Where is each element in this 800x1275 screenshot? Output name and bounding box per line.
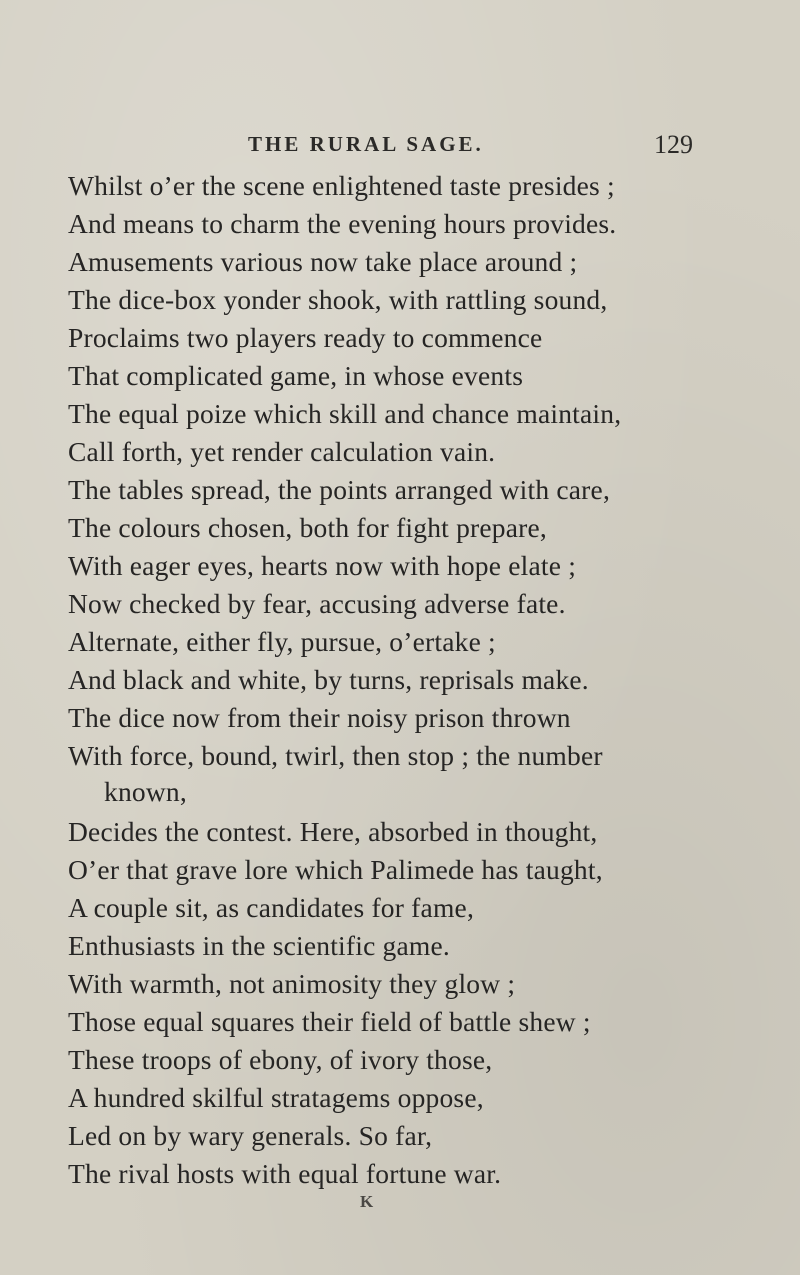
verse-line: Those equal squares their field of battle shew ; [68, 1006, 591, 1037]
verse-line: Whilst o’er the scene enlightened taste presides ; [68, 170, 615, 201]
verse-line: Call forth, yet render calculation vain. [68, 436, 496, 467]
verse-line: With warmth, not animosity they glow ; [68, 968, 516, 999]
verse-line: Led on by wary generals. So far, [68, 1120, 433, 1151]
verse-line: And black and white, by turns, reprisals make. [68, 664, 589, 695]
verse-line: The colours chosen, both for fight prepare, [68, 512, 548, 543]
verse-line: With eager eyes, hearts now with hope elate ; [68, 550, 577, 581]
verse-line: A hundred skilful stratagems oppose, [68, 1082, 484, 1113]
verse-line: The equal poize which skill and chance maintain, [68, 398, 622, 429]
page-number: 129 [654, 130, 693, 159]
verse-line: Decides the contest. Here, absorbed in thought, [68, 816, 598, 847]
verse-line: The dice-box yonder shook, with rattling sound, [68, 284, 608, 315]
verse-line: A couple sit, as candidates for fame, [68, 892, 475, 923]
verse-line: And means to charm the evening hours provides. [68, 208, 617, 239]
verse-line: Enthusiasts in the scientific game. [68, 930, 450, 961]
verse-line: The tables spread, the points arranged with care, [68, 474, 611, 505]
signature-mark: K [360, 1192, 376, 1211]
page-header [0, 128, 800, 168]
verse-line: O’er that grave lore which Palimede has taught, [68, 854, 603, 885]
verse-line: Proclaims two players ready to commence [68, 322, 543, 353]
verse-line: With force, bound, twirl, then stop ; the number [68, 740, 603, 771]
verse-line: These troops of ebony, of ivory those, [68, 1044, 493, 1075]
verse-line: The rival hosts with equal fortune war. [68, 1158, 502, 1189]
running-head: THE RURAL SAGE. [248, 132, 484, 156]
verse-line: Alternate, either fly, pursue, o’ertake ; [68, 626, 496, 657]
verse-line: That complicated game, in whose events [68, 360, 524, 391]
verse-line: The dice now from their noisy prison thrown [68, 702, 571, 733]
verse-line-continuation: known, [104, 776, 187, 807]
verse-line: Now checked by fear, accusing adverse fate. [68, 588, 566, 619]
verse-line: Amusements various now take place around ; [68, 246, 578, 277]
